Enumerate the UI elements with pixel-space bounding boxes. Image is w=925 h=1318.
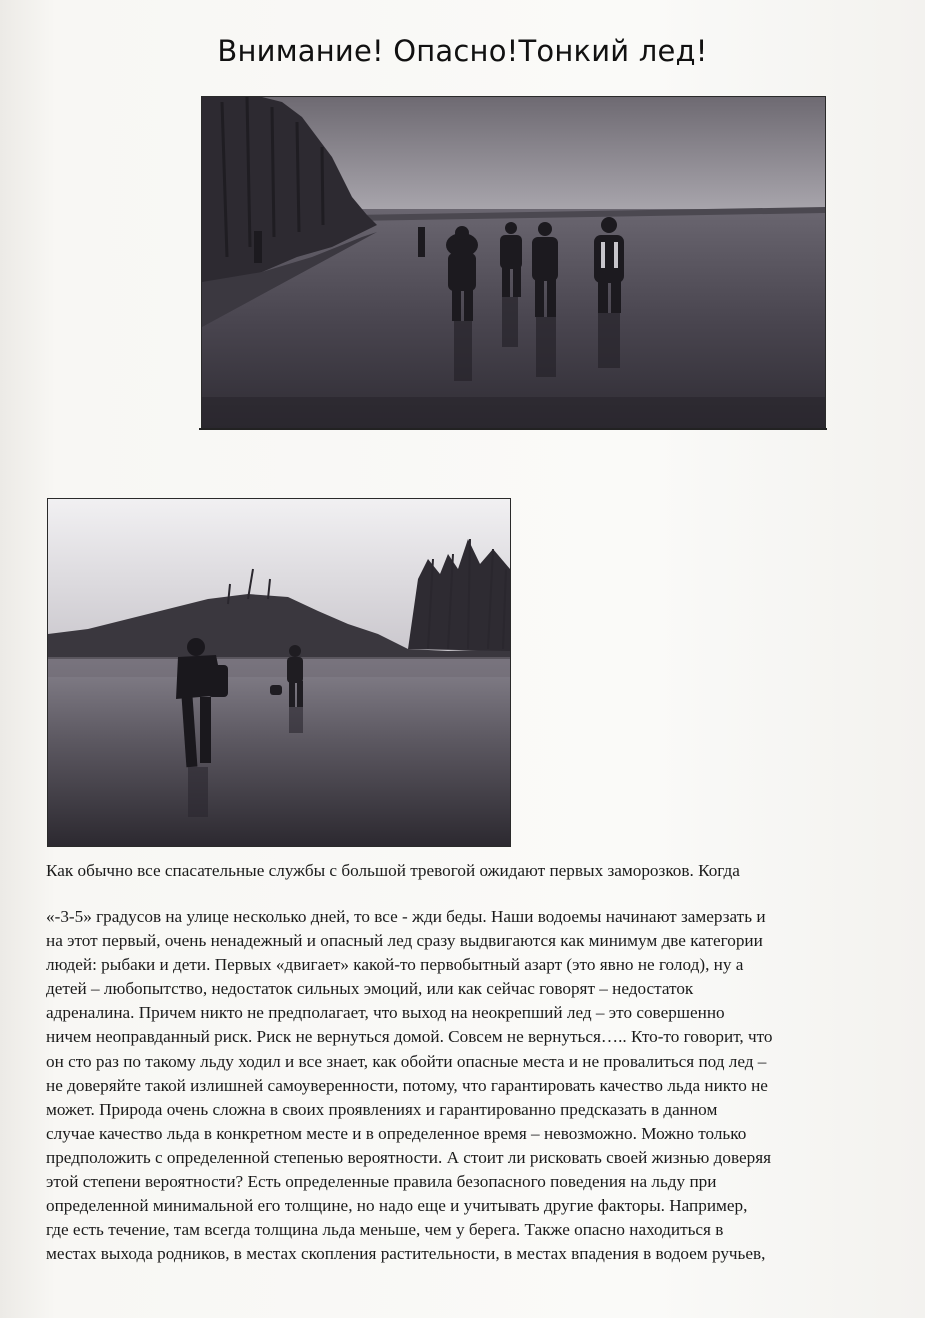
body-line: может. Природа очень сложна в своих проявлениях и гарантированно предсказать в данном — [46, 1099, 718, 1119]
body-line: не доверяйте такой излишней самоуверенности, потому, что гарантировать качество льда никто не — [46, 1075, 768, 1095]
photo-underline — [199, 428, 827, 430]
body-line: ничем неоправданный риск. Риск не вернуться домой. Совсем не вернуться….. Кто-то говорит, что — [46, 1027, 773, 1047]
body-line: случае качество льда в конкретном месте и в определенное время – невозможно. Можно только — [46, 1123, 747, 1143]
body-line: людей: рыбаки и дети. Первых «двигает» какой-то первобытный азарт (это явно не голод), ну а — [46, 955, 744, 975]
photo-walkers-on-ice — [47, 498, 511, 847]
intro-paragraph: Как обычно все спасательные службы с большой тревогой ожидают первых заморозков. Когда — [46, 861, 740, 880]
body-line: где есть течение, там всегда толщина льда меньше, чем у берега. Также опасно находиться в — [46, 1220, 724, 1240]
body-line: этой степени вероятности? Есть определенные правила безопасного поведения на льду при — [46, 1172, 717, 1192]
page-title: Внимание! Опасно!Тонкий лед! — [217, 34, 708, 68]
body-line: определенной минимальной его толщине, но надо еще и учитывать другие факторы. Например, — [46, 1196, 748, 1216]
body-line: местах выхода родников, в местах скопления растительности, в местах впадения в водоем ручьев, — [46, 1244, 766, 1264]
body-line: предположить с определенной степенью вероятности. А стоит ли рисковать своей жизнью доверяя — [46, 1147, 772, 1167]
body-line: на этот первый, очень ненадежный и опасный лед сразу выдвигаются как минимум две категории — [46, 931, 763, 951]
photo-people-on-ice — [201, 96, 826, 429]
body-line: он сто раз по такому льду ходил и все знает, как обойти опасные места и не провалиться под лед – — [46, 1051, 767, 1071]
article-body — [46, 905, 866, 1266]
body-line: детей – любопытство, недостаток сильных эмоций, или как сейчас говорят – недостаток — [46, 979, 694, 999]
body-line: адреналина. Причем никто не предполагает, что выход на неокрепший лед – это совершенно — [46, 1003, 725, 1023]
body-line: «-3-5» градусов на улице несколько дней, то все - жди беды. Наши водоемы начинают замерзать и — [46, 907, 766, 926]
